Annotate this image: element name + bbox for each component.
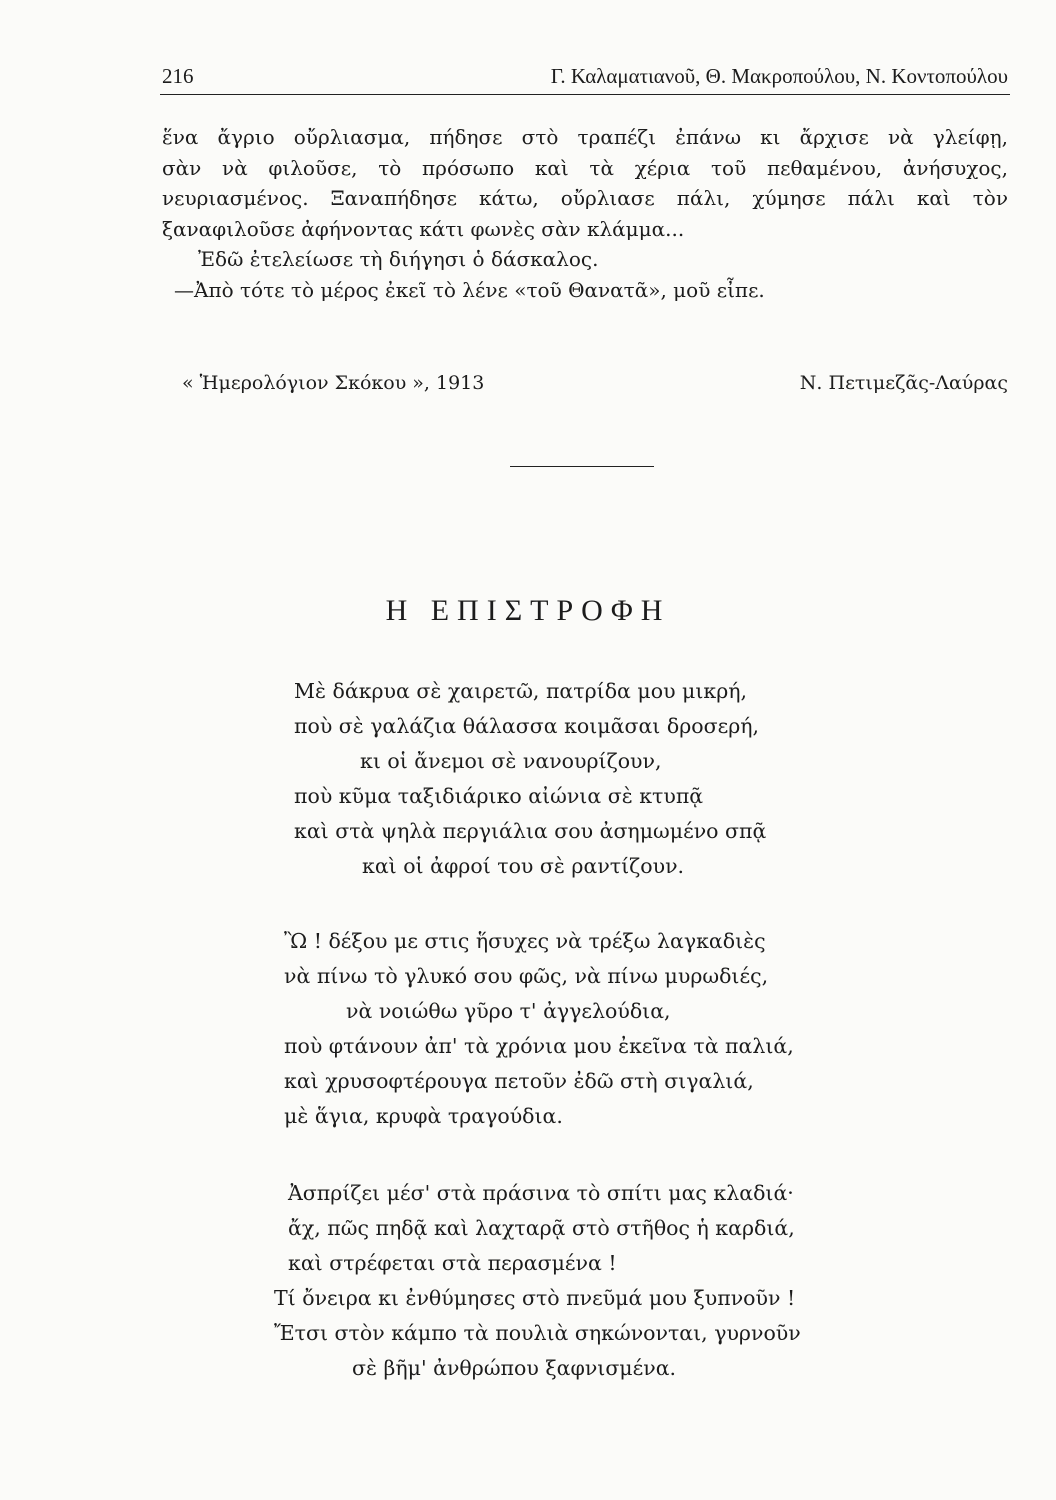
page-number: 216 [162, 64, 194, 88]
prose-line: σὰν νὰ φιλοῦσε, τὸ πρόσωπο καὶ τὰ χέρια τοῦ πεθαμένου, ἀνήσυχος, [162, 155, 1008, 180]
source-citation: « Ἡμερολόγιον Σκόκου », 1913 [182, 372, 485, 394]
poem-line: Ἀσπρίζει μέσ' στὰ πράσινα τὸ σπίτι μας κλαδιά· [288, 1181, 794, 1205]
poem-line: καὶ οἱ ἀφροί του σὲ ραντίζουν. [362, 854, 685, 878]
poem-line: Ἔτσι στὸν κάμπο τὰ πουλιὰ σηκώνονται, γυρνοῦν [274, 1321, 801, 1345]
poem-line: ποὺ σὲ γαλάζια θάλασσα κοιμᾶσαι δροσερή, [294, 714, 760, 738]
poem-line: καὶ χρυσοφτέρουγα πετοῦν ἐδῶ στὴ σιγαλιά, [284, 1069, 754, 1093]
poem-line: καὶ στρέφεται στὰ περασμένα ! [288, 1251, 617, 1275]
prose-passage [162, 122, 1008, 305]
poem-title: Η ΕΠΙΣΤΡΟΦΗ [385, 594, 671, 627]
section-divider [510, 466, 654, 467]
poem-line: ποὺ κῦμα ταξιδιάρικο αἰώνια σὲ κτυπᾷ [294, 784, 704, 808]
header-authors: Γ. Καλαματιανοῦ, Θ. Μακροπούλου, Ν. Κοντοπούλου [550, 64, 1008, 88]
prose-line: νευριασμένος. Ξαναπήδησε κάτω, οὔρλιασε πάλι, χύμησε πάλι καὶ τὸν [162, 186, 1008, 210]
source-attribution [172, 372, 1008, 402]
poem-line: Μὲ δάκρυα σὲ χαιρετῶ, πατρίδα μου μικρή, [294, 679, 748, 703]
poem-line: κι οἱ ἄνεμοι σὲ νανουρίζουν, [360, 749, 662, 773]
prose-line: ξαναφιλοῦσε ἀφήνοντας κάτι φωνὲς σὰν κλάμμα... [162, 216, 685, 241]
poem-line: μὲ ἅγια, κρυφὰ τραγούδια. [284, 1104, 563, 1128]
prose-line: Ἐδῶ ἐτελείωσε τὴ διήγησι ὁ δάσκαλος. [198, 247, 599, 271]
poem-line: καὶ στὰ ψηλὰ περγιάλια σου ἀσημωμένο σπᾷ [294, 819, 767, 843]
poem-line: ἄχ, πῶς πηδᾷ καὶ λαχταρᾷ στὸ στῆθος ἡ καρδιά, [288, 1216, 795, 1240]
source-author: Ν. Πετιμεζᾶς-Λαύρας [799, 372, 1008, 394]
poem-line: σὲ βῆμ' ἀνθρώπου ξαφνισμένα. [352, 1356, 677, 1380]
poem-line: Ὢ ! δέξου με στις ἥσυχες νὰ τρέξω λαγκαδιὲς [284, 929, 766, 953]
poem-line: ποὺ φτάνουν ἀπ' τὰ χρόνια μου ἐκεῖνα τὰ παλιά, [284, 1034, 794, 1058]
poem-line: νὰ νοιώθω γῦρο τ' ἀγγελούδια, [346, 999, 671, 1023]
prose-line: —Ἀπὸ τότε τὸ μέρος ἐκεῖ τὸ λένε «τοῦ Θανατᾶ», μοῦ εἶπε. [174, 277, 765, 302]
poem-line: Τί ὄνειρα κι ἐνθύμησες στὸ πνεῦμά μου ξυπνοῦν ! [274, 1286, 796, 1310]
poem-line: νὰ πίνω τὸ γλυκό σου φῶς, νὰ πίνω μυρωδιές, [284, 964, 769, 988]
running-header [160, 58, 1010, 95]
prose-line: ἕνα ἄγριο οὔρλιασμα, πήδησε στὸ τραπέζι ἐπάνω κι ἄρχισε νὰ γλείφῃ, [162, 125, 1008, 149]
